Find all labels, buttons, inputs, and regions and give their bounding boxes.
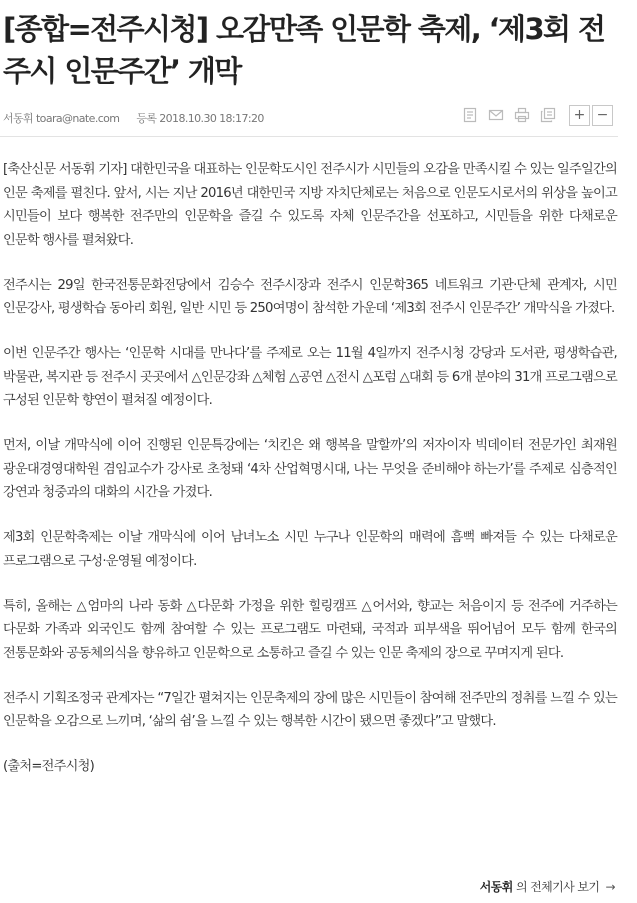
author-articles-link[interactable] [480, 878, 615, 895]
paragraph: 전주시 기획조정국 관계자는 “7일간 펼쳐지는 인문축제의 장에 많은 시민들이 참여해 전주만의 정취를 느낄 수 있는 인문학을 오감으로 느끼며, ‘삶의 쉼’을 느낄 수 있는 행복한 시간이 됐으면 좋겠다”고 말했다. [3, 690, 617, 729]
article-meta [3, 110, 264, 126]
publish-date: 등록 2018.10.30 18:17:20 [136, 112, 264, 125]
article-toolbar [455, 104, 613, 126]
paragraph: 전주시는 29일 한국전통문화전당에서 김승수 전주시장과 전주시 인문학365 네트워크 기관·단체 관계자, 시민 인문강사, 평생학습 동아리 회원, 일반 시민 등 250여명이 참석한 가운데 ‘제3회 전주시 인문주간’ 개막식을 가졌다. [3, 277, 617, 316]
author-name: 서동휘 [479, 880, 513, 894]
print-icon[interactable] [511, 104, 533, 126]
email-icon[interactable] [485, 104, 507, 126]
more-label: 의 전체기사 보기 [515, 880, 600, 894]
article-body [3, 158, 617, 800]
paragraph: [축산신문 서동휘 기자] 대한민국을 대표하는 인문학도시인 전주시가 시민들의 오감을 만족시킬 수 있는 일주일간의 인문 축제를 펼친다. 앞서, 시는 지난 2016년 대한민국 지방 자치단체로는 처음으로 인문도시로서의 위상을 높이고 시민들이 보다 행복한 전주만의 인문학을 즐길 수 있도록 자체 인문주간을 선포하고, 시민들을 위한 다채로운 인문학 행사를 펼쳐왔다. [3, 162, 617, 248]
header-divider [0, 136, 618, 137]
article-icon[interactable] [459, 104, 481, 126]
source-note: (출처=전주시청) [3, 759, 95, 774]
zoom-out-button[interactable]: − [592, 105, 613, 126]
byline: 서동휘 toara@nate.com [3, 112, 120, 125]
zoom-in-button[interactable]: + [569, 105, 590, 126]
paragraph: 특히, 올해는 △엄마의 나라 동화 △다문화 가정을 위한 힐링캠프 △어서와, 향교는 처음이지 등 전주에 거주하는 다문화 가족과 외국인도 함께 참여할 수 있는 프로그램도 마련돼, 국적과 피부색을 뛰어넘어 모두 함께 한국의 전통문화와 공동체의식을 향유하고 인문학으로 소통하고 즐길 수 있는 인문 축제의 장으로 꾸며지게 된다. [3, 598, 617, 661]
scrap-icon[interactable] [537, 104, 559, 126]
font-size-controls [567, 105, 613, 126]
paragraph: 제3회 인문학축제는 이날 개막식에 이어 남녀노소 시민 누구나 인문학의 매력에 흠뻑 빠져들 수 있는 다채로운 프로그램으로 구성·운영될 예정이다. [3, 530, 617, 569]
paragraph: 이번 인문주간 행사는 ‘인문학 시대를 만나다’를 주제로 오는 11월 4일까지 전주시청 강당과 도서관, 평생학습관, 박물관, 복지관 등 전주시 곳곳에서 △인문강좌 △체험 △공연 △전시 △포럼 △대회 등 6개 분야의 31개 프로그램으로 구성된 인문학 향연이 펼쳐질 예정이다. [3, 346, 617, 408]
arrow-right-icon: → [605, 880, 615, 894]
paragraph: 먼저, 이날 개막식에 이어 진행된 인문특강에는 ‘치킨은 왜 행복을 말할까’의 저자이자 빅데이터 전문가인 최재원 광운대경영대학원 겸임교수가 강사로 초청돼 ‘4차 산업혁명시대, 나는 무엇을 준비해야 하는가’를 주제로 심층적인 강연과 청중과의 대화의 시간을 가졌다. [3, 438, 617, 500]
article-title: [종합=전주시청] 오감만족 인문학 축제, ‘제3회 전주시 인문주간’ 개막 [3, 12, 605, 88]
